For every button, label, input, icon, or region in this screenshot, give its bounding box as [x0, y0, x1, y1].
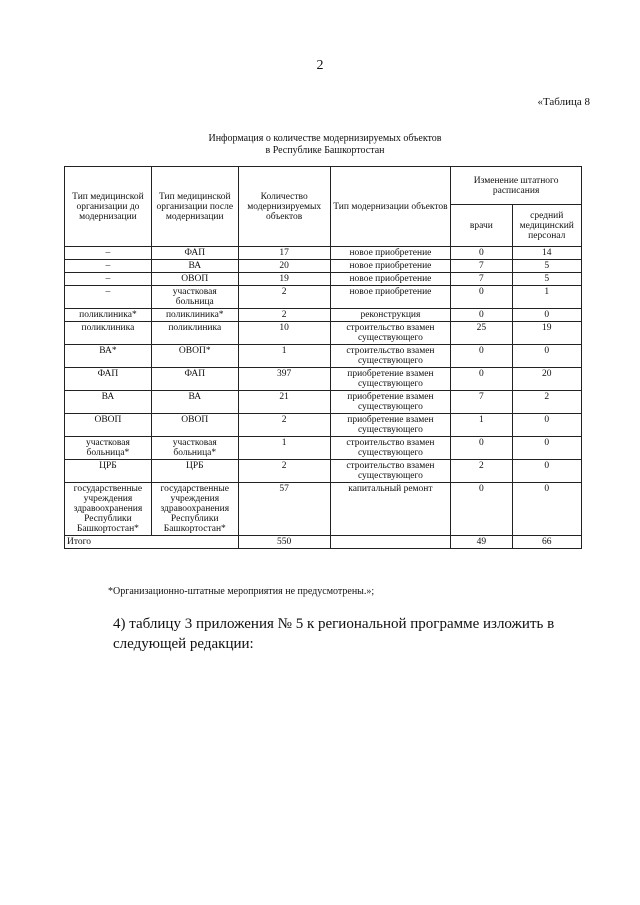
table-row — [65, 345, 582, 368]
cell-count: 2 — [238, 286, 330, 309]
cell-doctors: 0 — [451, 345, 512, 368]
cell-nurses: 5 — [512, 260, 582, 273]
cell-type-before: ФАП — [65, 368, 152, 391]
cell-modernization-type: строительство взамен существующего — [330, 437, 451, 460]
header-doctors: врачи — [451, 205, 512, 247]
cell-count: 17 — [238, 247, 330, 260]
header-type-before: Тип медицинской организации до модернизации — [65, 167, 152, 247]
cell-type-after: ОВОП — [151, 273, 238, 286]
cell-modernization-type: новое приобретение — [330, 260, 451, 273]
cell-type-after: поликлиника* — [151, 309, 238, 322]
cell-nurses: 2 — [512, 391, 582, 414]
body-paragraph: 4) таблицу 3 приложения № 5 к региональной программе изложить в следующей редакции: — [113, 616, 555, 652]
cell-nurses: 0 — [512, 309, 582, 322]
header-nurses: средний медицинский персонал — [512, 205, 582, 247]
cell-type-before: ВА* — [65, 345, 152, 368]
table-reference: «Таблица 8 — [537, 96, 590, 108]
cell-count: 1 — [238, 437, 330, 460]
table-row — [65, 247, 582, 260]
modernization-table — [64, 166, 582, 549]
cell-type-before: государственные учреждения здравоохранения Республики Башкортостан* — [65, 483, 152, 536]
cell-nurses: 0 — [512, 345, 582, 368]
cell-type-before: – — [65, 273, 152, 286]
cell-type-after: ВА — [151, 260, 238, 273]
cell-type-after: ОВОП — [151, 414, 238, 437]
footnote: *Организационно-штатные мероприятия не предусмотрены.»; — [108, 586, 375, 597]
cell-doctors: 1 — [451, 414, 512, 437]
cell-doctors: 25 — [451, 322, 512, 345]
table-row — [65, 460, 582, 483]
cell-type-after: государственные учреждения здравоохранения Республики Башкортостан* — [151, 483, 238, 536]
cell-nurses: 0 — [512, 414, 582, 437]
cell-modernization-type: приобретение взамен существующего — [330, 414, 451, 437]
cell-nurses: 5 — [512, 273, 582, 286]
table-row — [65, 286, 582, 309]
cell-count: 2 — [238, 414, 330, 437]
table-title-line-2: в Республике Башкортостан — [265, 145, 385, 156]
cell-doctors: 0 — [451, 437, 512, 460]
cell-type-before: поликлиника — [65, 322, 152, 345]
cell-type-before: – — [65, 260, 152, 273]
table-row — [65, 368, 582, 391]
cell-nurses: 19 — [512, 322, 582, 345]
cell-count: 10 — [238, 322, 330, 345]
cell-type-after: ФАП — [151, 247, 238, 260]
cell-doctors: 7 — [451, 273, 512, 286]
table-row — [65, 309, 582, 322]
cell-type-after: ОВОП* — [151, 345, 238, 368]
cell-modernization-type: новое приобретение — [330, 286, 451, 309]
cell-type-before: поликлиника* — [65, 309, 152, 322]
cell-count: 57 — [238, 483, 330, 536]
cell-type-before: ВА — [65, 391, 152, 414]
cell-type-after: участковая больница* — [151, 437, 238, 460]
cell-modernization-type: капитальный ремонт — [330, 483, 451, 536]
table-row — [65, 414, 582, 437]
cell-nurses: 14 — [512, 247, 582, 260]
cell-doctors: 0 — [451, 247, 512, 260]
cell-doctors: 0 — [451, 368, 512, 391]
cell-doctors: 0 — [451, 309, 512, 322]
cell-modernization-type: реконструкция — [330, 309, 451, 322]
total-empty — [330, 536, 451, 549]
cell-nurses: 0 — [512, 460, 582, 483]
header-staff-change: Изменение штатного расписания — [451, 167, 582, 205]
cell-count: 2 — [238, 460, 330, 483]
total-label: Итого — [65, 536, 239, 549]
cell-modernization-type: строительство взамен существующего — [330, 345, 451, 368]
cell-nurses: 0 — [512, 483, 582, 536]
cell-modernization-type: приобретение взамен существующего — [330, 368, 451, 391]
table-row — [65, 322, 582, 345]
cell-type-before: участковая больница* — [65, 437, 152, 460]
header-type-after: Тип медицинской организации после модернизации — [151, 167, 238, 247]
table-row — [65, 437, 582, 460]
cell-type-after: ЦРБ — [151, 460, 238, 483]
total-count: 550 — [238, 536, 330, 549]
table-title-line-1: Информация о количестве модернизируемых объектов — [208, 133, 442, 144]
cell-type-before: – — [65, 247, 152, 260]
cell-modernization-type: новое приобретение — [330, 273, 451, 286]
cell-modernization-type: приобретение взамен существующего — [330, 391, 451, 414]
cell-type-before: – — [65, 286, 152, 309]
cell-count: 2 — [238, 309, 330, 322]
cell-doctors: 7 — [451, 260, 512, 273]
cell-nurses: 20 — [512, 368, 582, 391]
table-row — [65, 483, 582, 536]
cell-type-after: участковая больница — [151, 286, 238, 309]
cell-doctors: 7 — [451, 391, 512, 414]
cell-count: 21 — [238, 391, 330, 414]
total-row — [65, 536, 582, 549]
cell-type-after: поликлиника — [151, 322, 238, 345]
cell-nurses: 0 — [512, 437, 582, 460]
cell-count: 1 — [238, 345, 330, 368]
cell-type-before: ЦРБ — [65, 460, 152, 483]
cell-modernization-type: строительство взамен существующего — [330, 322, 451, 345]
header-count: Количество модернизируемых объектов — [238, 167, 330, 247]
total-nurses: 66 — [512, 536, 582, 549]
cell-count: 20 — [238, 260, 330, 273]
cell-doctors: 2 — [451, 460, 512, 483]
cell-doctors: 0 — [451, 483, 512, 536]
table-row — [65, 391, 582, 414]
table-row — [65, 273, 582, 286]
page-number: 2 — [316, 58, 324, 73]
total-doctors: 49 — [451, 536, 512, 549]
cell-nurses: 1 — [512, 286, 582, 309]
cell-type-after: ФАП — [151, 368, 238, 391]
table-row — [65, 260, 582, 273]
table-title — [130, 133, 520, 157]
table-body — [65, 247, 582, 536]
cell-type-after: ВА — [151, 391, 238, 414]
cell-count: 19 — [238, 273, 330, 286]
header-modernization-type: Тип модернизации объектов — [330, 167, 451, 247]
cell-modernization-type: новое приобретение — [330, 247, 451, 260]
cell-doctors: 0 — [451, 286, 512, 309]
cell-type-before: ОВОП — [65, 414, 152, 437]
cell-count: 397 — [238, 368, 330, 391]
cell-modernization-type: строительство взамен существующего — [330, 460, 451, 483]
